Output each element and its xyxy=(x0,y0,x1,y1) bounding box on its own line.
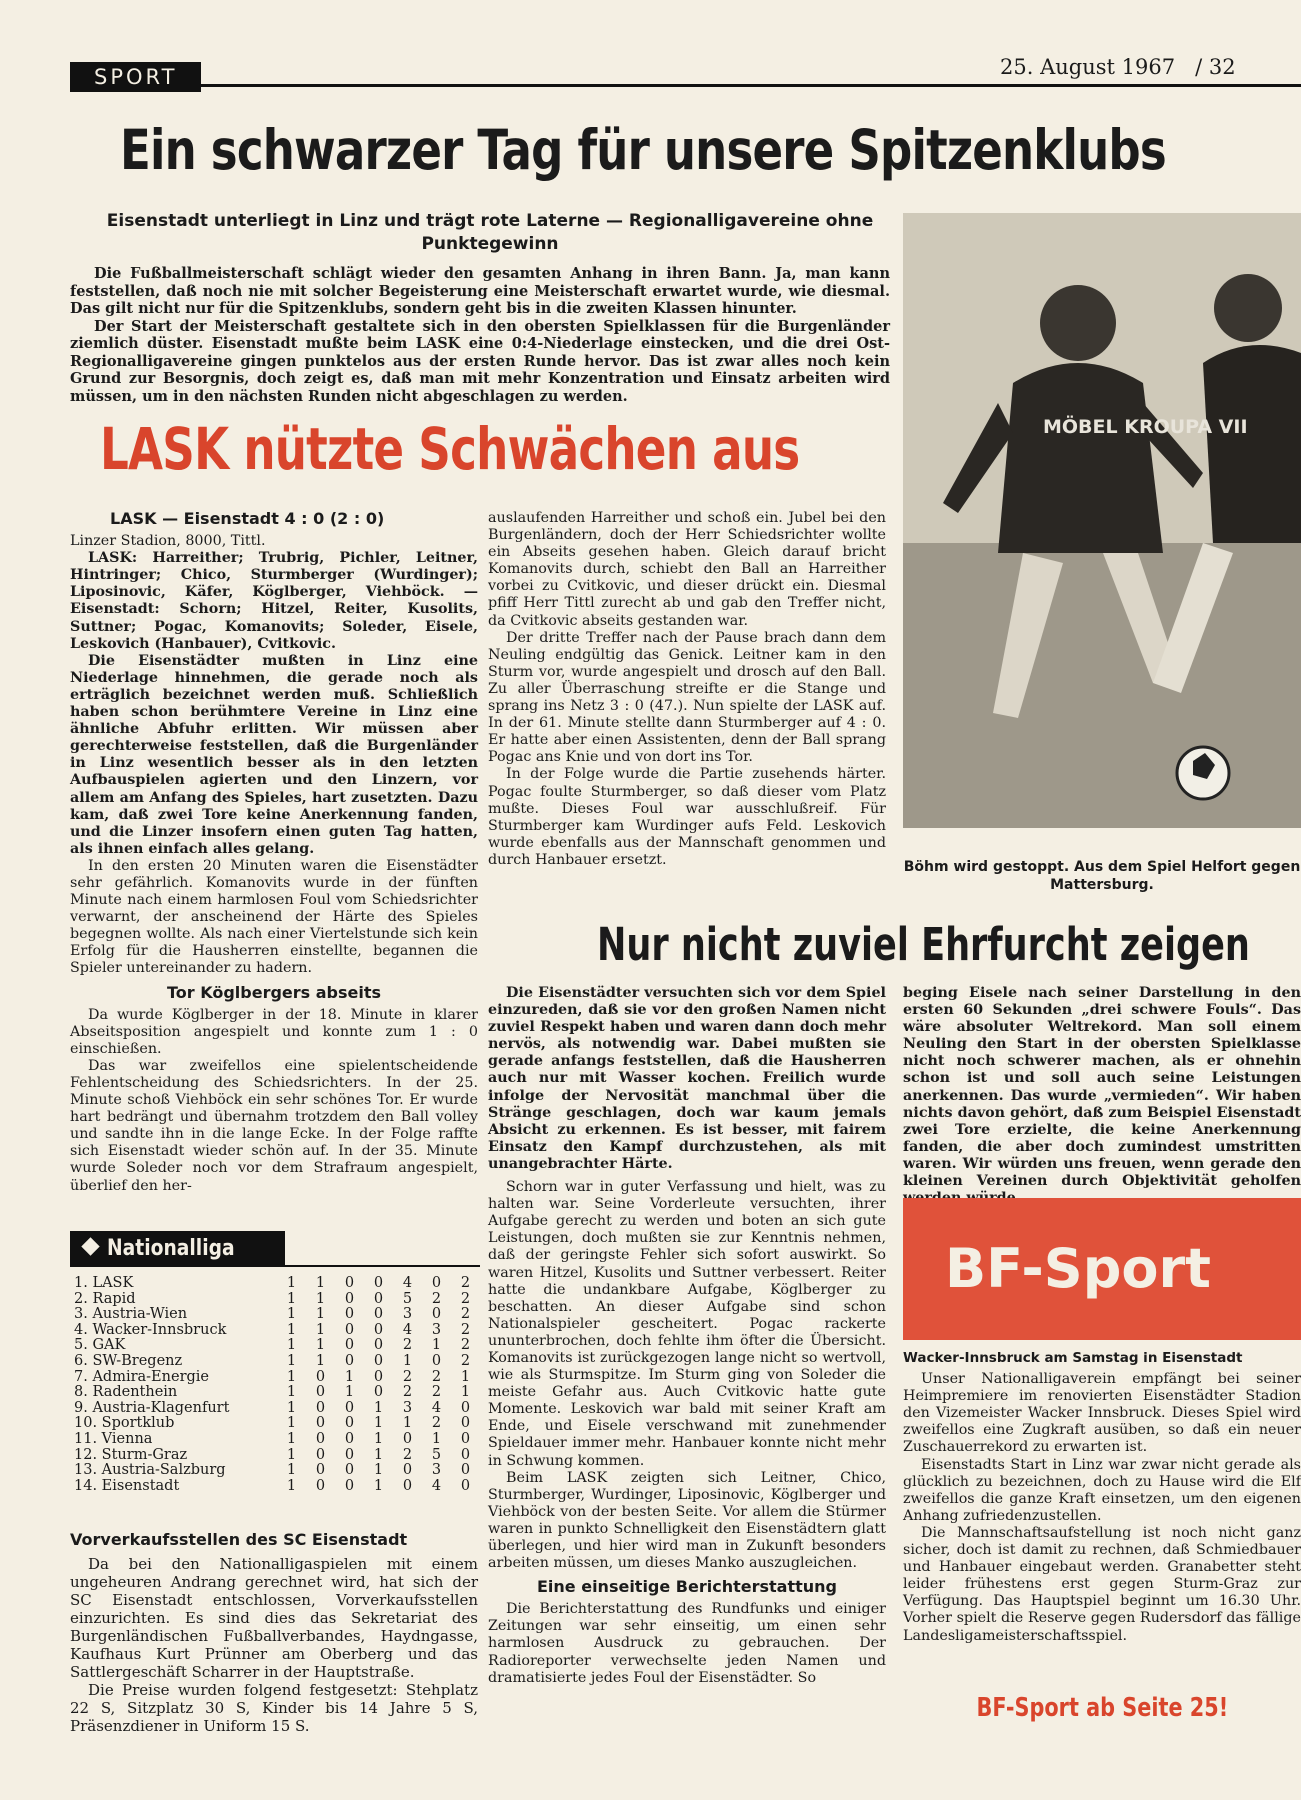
article1-paragraph: Der dritte Treffer nach der Pause brach dann dem Neuling endgültig das Genick. Leitner kam in den Sturm vor, wurde angespielt und drosch auf den Ball. Zu aller Überraschung streifte er die Stange und sprang ins Netz 3 : 0 (47.). Nun spielte der LASK auf. In der 61. Minute stellte dann Sturmberger auf 4 : 0. Er hatte aber einen Assistenten, denn der Ball sprang Pogac ans Knie und von dort ins Tor. xyxy=(488,629,886,766)
table-row xyxy=(74,1307,480,1323)
stat-cell: 1 xyxy=(315,1275,326,1291)
stat-cell: 1 xyxy=(344,1368,355,1385)
article2-lead: Die Eisenstädter versuchten sich vor dem Spiel einzureden, daß sie vor den großen Namen nicht zuviel Respekt haben und waren dann doch mehr nervös, als notwendig war. Dabei mußten sie gerade anfangs feststellen, daß die Hausherren auch nur mit Wasser kochen. Freilich wurde infolge der Nervosität manchmal über die Stränge geschlagen, doch war kaum jemals Absicht zu erkennen. Es ist besser, mit fairem Einsatz den Kampf durchzustehen, als mit unangebrachter Härte. xyxy=(488,985,886,1172)
stat-cell: 0 xyxy=(344,1446,355,1463)
stat-cell: 0 xyxy=(431,1275,442,1291)
photo-illustration xyxy=(903,213,1301,828)
match-photo xyxy=(903,213,1301,828)
table-row xyxy=(74,1292,480,1308)
stat-cell: 0 xyxy=(460,1415,471,1432)
stat-cell: 1 xyxy=(286,1321,297,1338)
stat-cell: 2 xyxy=(460,1290,471,1307)
stat-cell: 0 xyxy=(373,1368,384,1385)
bf-sport-footer xyxy=(903,1693,1301,1723)
stat-cell: 0 xyxy=(344,1477,355,1494)
presale-article xyxy=(70,1525,478,1735)
stat-cell: 4 xyxy=(431,1399,442,1416)
stat-cell: 1 xyxy=(286,1337,297,1354)
stat-cell: 0 xyxy=(402,1430,413,1447)
stat-cell: 1 xyxy=(286,1477,297,1494)
dateline xyxy=(1000,55,1236,79)
stat-cell: 1 xyxy=(373,1462,384,1479)
team-name-cell: 13. Austria-Salzburg xyxy=(74,1462,226,1479)
league-table xyxy=(74,1276,480,1494)
team-name-cell: 4. Wacker-Innsbruck xyxy=(74,1321,227,1338)
lead-paragraph: Die Fußballmeisterschaft schlägt wieder den gesamten Anhang in ihren Bann. Ja, man kann feststellen, daß noch nie mit solcher Begeisterung eine Meisterschaft erwartet wurde, wie diesmal. Das gilt nicht nur für die Spitzenklubs, sondern geht bis in die zweiten Klassen hinunter. xyxy=(70,265,890,317)
stat-cell: 0 xyxy=(402,1462,413,1479)
league-table-header xyxy=(70,1231,285,1267)
article1-column-2 xyxy=(488,510,886,869)
article2-column-1 xyxy=(488,985,886,1687)
stat-cell: 1 xyxy=(286,1368,297,1385)
stat-cell: 1 xyxy=(315,1337,326,1354)
stat-cell: 0 xyxy=(373,1321,384,1338)
article1-column-1 xyxy=(70,510,478,1195)
main-headline: Ein schwarzer Tag für unsere Spitzenklubs xyxy=(120,118,1166,182)
lineups: LASK: Harreither; Trubrig, Pichler, Leitner, Hintringer; Chico, Sturmberger (Wurdinger); Liposinovic, Käfer, Köglberger, Viehböck. — Eisenstadt: Schorn; Hitzel, Reiter, Kusolits, Suttner; Pogac, Komanovits; Soleder, Eisele, Leskovich (Hanbauer), Cvitkovic. xyxy=(70,550,478,652)
stat-cell: 2 xyxy=(460,1352,471,1369)
presale-paragraph: Die Preise wurden folgend festgesetzt: Stehplatz 22 S, Sitzplatz 30 S, Kinder bis 14 Jahre 5 S, Präsenzdiener in Uniform 15 S. xyxy=(70,1681,478,1735)
league-title: Nationalliga xyxy=(107,1236,235,1261)
bf-sport-footer-text: BF-Sport ab Seite 25! xyxy=(976,1693,1228,1723)
article1-paragraph: Das war zweifellos eine spielentscheidende Fehlentscheidung des Schiedsrichters. In der 25. Minute schoß Viehböck ein sehr schönes Tor. Er wurde hart bedrängt und übernahm trotzdem den Ball volley und sandte ihn in die lange Ecke. In der Folge raffte sich Eisenstadt wieder schön auf. In der 35. Minute wurde Soleder noch vor dem Strafraum angespielt, überlief den her- xyxy=(70,1057,478,1194)
article2-paragraph: Beim LASK zeigten sich Leitner, Chico, Sturmberger, Wurdinger, Liposinovic, Köglberger und Viehböck von der besten Seite. Vor allem die Stürmer waren in punkto Schnelligkeit den Eisenstädtern glatt überlegen, und hier wird man in Zukunft besonders arbeiten müssen, um dieses Manko auszugleichen. xyxy=(488,1469,886,1572)
section-label: SPORT xyxy=(70,62,201,92)
stat-cell: 2 xyxy=(431,1384,442,1401)
article2-headline: Nur nicht zuviel Ehrfurcht zeigen xyxy=(597,918,1250,971)
article1-paragraph: auslaufenden Harreither und schoß ein. Jubel bei den Burgenländern, doch der Herr Schiedsrichter wollte ein Abseits gesehen haben. Gleich darauf bricht Komanovits durch, schiebt den Ball an Harreither vorbei zu Cvitkovic, und dieser drückt ein. Diesmal pfiff Herr Tittl zurecht ab und gab den Treffer nicht, da Cvitkovic abseits gestanden war. xyxy=(488,510,886,629)
article1-paragraph: Die Eisenstädter mußten in Linz eine Niederlage hinnehmen, die gerade noch als erträglich bezeichnet werden muß. Schließlich haben schon berühmtere Vereine in Linz eine ähnliche Abfuhr erlitten. Wir müssen aber gerechterweise feststellen, daß die Burgenländer in Linz wesentlich besser als in den letzten Aufbauspielen agierten und den Linzern, vor allem am Anfang des Spieles, hart zusetzten. Dazu kam, daß zwei Tore keine Anerkennung fanden, und die Linzer insofern einen guten Tag hatten, als ihnen einfach alles gelang. xyxy=(70,652,478,857)
team-name-cell: 5. GAK xyxy=(74,1337,126,1354)
table-row xyxy=(74,1385,480,1401)
table-row xyxy=(74,1401,480,1417)
stat-cell: 0 xyxy=(373,1352,384,1369)
stat-cell: 0 xyxy=(315,1415,326,1432)
article1-paragraph: In den ersten 20 Minuten waren die Eisenstädter sehr gefährlich. Komanovits wurde in der fünften Minute nach einem harmlosen Foul vom Schiedsrichter verwarnt, der anscheinend der Härte des Spieles begegnen wollte. Als nach einer Viertelstunde sich kein Erfolg für die Hausherren einstellte, begannen die Spieler untereinander zu hadern. xyxy=(70,857,478,977)
stat-cell: 0 xyxy=(373,1275,384,1291)
stat-cell: 0 xyxy=(315,1462,326,1479)
issue-date: 25. August 1967 xyxy=(1000,55,1176,79)
team-name-cell: 8. Radenthein xyxy=(74,1384,178,1401)
bf-sport-banner xyxy=(903,1198,1301,1340)
stat-cell: 3 xyxy=(431,1321,442,1338)
stat-cell: 0 xyxy=(460,1430,471,1447)
stat-cell: 0 xyxy=(431,1352,442,1369)
team-name-cell: 9. Austria-Klagenfurt xyxy=(74,1399,230,1416)
stat-cell: 2 xyxy=(460,1275,471,1291)
page-number: / 32 xyxy=(1195,55,1236,79)
stat-cell: 2 xyxy=(431,1290,442,1307)
stat-cell: 4 xyxy=(402,1275,413,1291)
stat-cell: 0 xyxy=(344,1321,355,1338)
table-row xyxy=(74,1276,480,1292)
stat-cell: 2 xyxy=(431,1368,442,1385)
presale-title: Vorverkaufsstellen des SC Eisenstadt xyxy=(70,1530,408,1549)
stat-cell: 1 xyxy=(373,1399,384,1416)
stat-cell: 2 xyxy=(402,1446,413,1463)
team-name-cell: 2. Rapid xyxy=(74,1290,136,1307)
table-rule xyxy=(285,1265,480,1267)
stat-cell: 1 xyxy=(286,1290,297,1307)
stat-cell: 5 xyxy=(431,1446,442,1463)
stat-cell: 1 xyxy=(460,1368,471,1385)
photo-caption: Böhm wird gestoppt. Aus dem Spiel Helfort gegen Mattersburg. xyxy=(903,859,1301,893)
header-rule xyxy=(200,84,1301,87)
stat-cell: 1 xyxy=(286,1446,297,1463)
lead-paragraphs xyxy=(70,265,890,405)
stat-cell: 1 xyxy=(286,1275,297,1291)
stat-cell: 1 xyxy=(286,1430,297,1447)
stat-cell: 0 xyxy=(344,1462,355,1479)
stat-cell: 1 xyxy=(315,1306,326,1323)
stat-cell: 1 xyxy=(315,1321,326,1338)
team-name-cell: 14. Eisenstadt xyxy=(74,1477,180,1494)
stat-cell: 1 xyxy=(315,1352,326,1369)
article1-paragraph: In der Folge wurde die Partie zusehends härter. Pogac foulte Sturmberger, so daß dieser vom Platz mußte. Dieses Foul war ausschlußreif. Für Sturmberger kam Wurdinger aufs Feld. Leskovich wurde ebenfalls aus der Mannschaft genommen und durch Hanbauer ersetzt. xyxy=(488,766,886,868)
stat-cell: 1 xyxy=(431,1430,442,1447)
stat-cell: 1 xyxy=(402,1352,413,1369)
team-name-cell: 3. Austria-Wien xyxy=(74,1306,188,1323)
stat-cell: 0 xyxy=(344,1290,355,1307)
bf-sport-column xyxy=(903,1350,1301,1645)
stat-cell: 0 xyxy=(344,1337,355,1354)
table-row xyxy=(74,1323,480,1339)
table-row xyxy=(74,1479,480,1495)
diamond-icon xyxy=(81,1237,99,1255)
bf-sport-paragraph: Die Mannschaftsaufstellung ist noch nicht ganz sicher, doch ist damit zu rechnen, daß Schmiedbauer und Hanbauer eingebaut werden. Granabetter steht leider frühestens erst gegen Sturm-Graz zur Verfügung. Das Hauptspiel beginnt um 16.30 Uhr. Vorher spielt die Reserve gegen Rudersdorf das fällige Landesligameisterschaftsspiel. xyxy=(903,1524,1301,1644)
article2-subtitle: Eine einseitige Berichterstattung xyxy=(536,1577,837,1597)
team-name-cell: 12. Sturm-Graz xyxy=(74,1446,188,1463)
stat-cell: 0 xyxy=(373,1337,384,1354)
stat-cell: 0 xyxy=(315,1384,326,1401)
article2-column-2 xyxy=(903,985,1301,1207)
stat-cell: 3 xyxy=(402,1399,413,1416)
stat-cell: 1 xyxy=(460,1384,471,1401)
stat-cell: 0 xyxy=(315,1430,326,1447)
stat-cell: 1 xyxy=(431,1337,442,1354)
stat-cell: 1 xyxy=(286,1384,297,1401)
team-name-cell: 11. Vienna xyxy=(74,1430,153,1447)
match-result: LASK — Eisenstadt 4 : 0 (2 : 0) xyxy=(110,509,385,528)
stat-cell: 0 xyxy=(315,1399,326,1416)
stat-cell: 0 xyxy=(431,1306,442,1323)
stat-cell: 0 xyxy=(344,1275,355,1291)
article1-headline: LASK nützte Schwächen aus xyxy=(100,415,800,483)
presale-paragraph: Da bei den Nationalligaspielen mit einem ungeheuren Andrang gerechnet wird, hat sich der SC Eisenstadt entschlossen, Vorverkaufsstellen einzurichten. Es sind dies das Sekretariat des Burgenländischen Fußballverbandes, Haydngasse, Kaufhaus Kurt Prünner am Oberberg und das Sattlergeschäft Scharrer in der Hauptstraße. xyxy=(70,1555,478,1681)
stat-cell: 0 xyxy=(344,1306,355,1323)
stat-cell: 2 xyxy=(402,1337,413,1354)
bf-sport-paragraph: Unser Nationalligaverein empfängt bei seiner Heimpremiere im renovierten Eisenstädter Stadion den Vizemeister Wacker Innsbruck. Dieses Spiel wird zweifellos eine Zugkraft ausüben, so daß ein neuer Zuschauerrekord zu erwarten ist. xyxy=(903,1371,1301,1456)
stat-cell: 0 xyxy=(460,1399,471,1416)
jersey-text: MÖBEL KROUPA VII xyxy=(1043,416,1248,438)
stat-cell: 0 xyxy=(460,1462,471,1479)
stat-cell: 0 xyxy=(315,1477,326,1494)
stat-cell: 0 xyxy=(373,1290,384,1307)
stat-cell: 1 xyxy=(402,1415,413,1432)
stat-cell: 2 xyxy=(460,1337,471,1354)
table-row xyxy=(74,1354,480,1370)
stat-cell: 0 xyxy=(315,1446,326,1463)
stat-cell: 1 xyxy=(373,1446,384,1463)
stat-cell: 1 xyxy=(373,1415,384,1432)
stat-cell: 0 xyxy=(344,1352,355,1369)
team-name-cell: 10. Sportklub xyxy=(74,1415,175,1432)
stat-cell: 1 xyxy=(315,1290,326,1307)
venue-line: Linzer Stadion, 8000, Tittl. xyxy=(70,533,266,550)
table-row xyxy=(74,1463,480,1479)
stat-cell: 4 xyxy=(431,1477,442,1494)
stat-cell: 0 xyxy=(460,1446,471,1463)
bf-sport-title: BF-Sport xyxy=(945,1237,1211,1300)
article2-paragraph: Die Berichterstattung des Rundfunks und einiger Zeitungen war sehr einseitig, um einen sehr harmlosen Ausdruck zu gebrauchen. Der Radioreporter verwechselte jeden Namen und dramatisierte jedes Foul der Eisenstädter. So xyxy=(488,1601,886,1686)
stat-cell: 3 xyxy=(402,1306,413,1323)
table-row xyxy=(74,1432,480,1448)
stat-cell: 0 xyxy=(344,1430,355,1447)
table-row xyxy=(74,1370,480,1386)
stat-cell: 1 xyxy=(286,1352,297,1369)
table-row xyxy=(74,1448,480,1464)
stat-cell: 0 xyxy=(373,1306,384,1323)
stat-cell: 1 xyxy=(286,1415,297,1432)
team-name-cell: 1. LASK xyxy=(74,1275,134,1291)
stat-cell: 5 xyxy=(402,1290,413,1307)
stat-cell: 3 xyxy=(431,1462,442,1479)
stat-cell: 1 xyxy=(286,1399,297,1416)
stat-cell: 4 xyxy=(402,1321,413,1338)
stat-cell: 1 xyxy=(286,1462,297,1479)
bf-sport-paragraph: Eisenstadts Start in Linz war zwar nicht gerade als glücklich zu bezeichnen, doch zu Hause wird die Elf zweifellos die ganze Kraft einsetzen, um den eigenen Anhang zufriedenzustellen. xyxy=(903,1456,1301,1524)
article1-subtitle: Tor Köglbergers abseits xyxy=(166,982,382,1002)
stat-cell: 0 xyxy=(460,1477,471,1494)
stat-cell: 1 xyxy=(373,1430,384,1447)
table-row xyxy=(74,1338,480,1354)
stat-cell: 2 xyxy=(431,1415,442,1432)
stat-cell: 2 xyxy=(402,1368,413,1385)
stat-cell: 1 xyxy=(373,1477,384,1494)
table-row xyxy=(74,1416,480,1432)
stat-cell: 2 xyxy=(460,1306,471,1323)
stat-cell: 2 xyxy=(460,1321,471,1338)
stat-cell: 1 xyxy=(344,1384,355,1401)
lead-paragraph: Der Start der Meisterschaft gestaltete sich in den obersten Spielklassen für die Burgenländer ziemlich düster. Eisenstadt mußte beim LASK eine 0:4-Niederlage einstecken, und die drei Ost-Regionalligavereine gingen punktelos aus der ersten Runde hervor. Das ist zwar alles noch kein Grund zur Besorgnis, doch zeigt es, daß man mit mehr Konzentration und Einsatz arbeiten wird müssen, um in den nächsten Runden nicht abgeschlagen zu werden. xyxy=(70,317,890,405)
stat-cell: 0 xyxy=(402,1477,413,1494)
stat-cell: 1 xyxy=(286,1306,297,1323)
team-name-cell: 7. Admira-Energie xyxy=(74,1368,209,1385)
stat-cell: 0 xyxy=(344,1399,355,1416)
stat-cell: 0 xyxy=(373,1384,384,1401)
stat-cell: 2 xyxy=(402,1384,413,1401)
article2-paragraph: beging Eisele nach seiner Darstellung in den ersten 60 Sekunden „drei schwere Fouls“. Das wäre absoluter Weltrekord. Man soll einem Neuling den Start in der obersten Spielklasse nicht noch schwerer machen, als er ohnehin schon ist und soll auch seine Leistungen anerkennen. Das wurde „vermieden“. Wir haben nichts davon gehört, daß zum Beispiel Eisenstadt zwei Tore erzielte, die keine Anerkennung fanden, die aber doch zumindest umstritten waren. Wir würden uns freuen, wenn gerade den kleinen Vereinen durch Objektivität geholfen xyxy=(903,985,1301,1190)
main-subhead: Eisenstadt unterliegt in Linz und trägt rote Laterne — Regionalligavereine ohne Punktegewinn xyxy=(106,211,874,254)
bf-sport-subhead: Wacker-Innsbruck am Samstag in Eisenstadt xyxy=(903,1350,1243,1366)
stat-cell: 0 xyxy=(344,1415,355,1432)
stat-cell: 0 xyxy=(315,1368,326,1385)
team-name-cell: 6. SW-Bregenz xyxy=(74,1352,183,1369)
article1-paragraph: Da wurde Köglberger in der 18. Minute in klarer Abseitsposition angespielt und konnte zum 1 : 0 einschießen. xyxy=(70,1006,478,1057)
article2-paragraph: Schorn war in guter Verfassung und hielt, was zu halten war. Seine Vorderleute versuchten, ihrer Aufgabe gerecht zu werden und boten an sich gute Leistungen, doch mußten sie zur Kenntnis nehmen, daß der geringste Fehler sich sofort auswirkt. So waren Hitzel, Kusolits und Suttner verbessert. Reiter hatte die undankbare Aufgabe, Köglberger zu beschatten. An dieser Aufgabe sind schon Nationalspieler gescheitert. Pogac rackerte ununterbrochen, doch fehlte ihm öfter die Übersicht. Komanovits ist zurückgezogen lange nicht so wertvoll, wie als Sturmspitze. Im Sturm ging von Soleder die meiste Gefahr aus. Auch Cvitkovic hatte gute Momente. Leskovich war bald mit seiner Kraft am Ende, und Eisele verschwand mit zunehmender Spieldauer immer mehr. Hanbauer konnte nicht mehr in Schwung kommen. xyxy=(488,1179,886,1469)
